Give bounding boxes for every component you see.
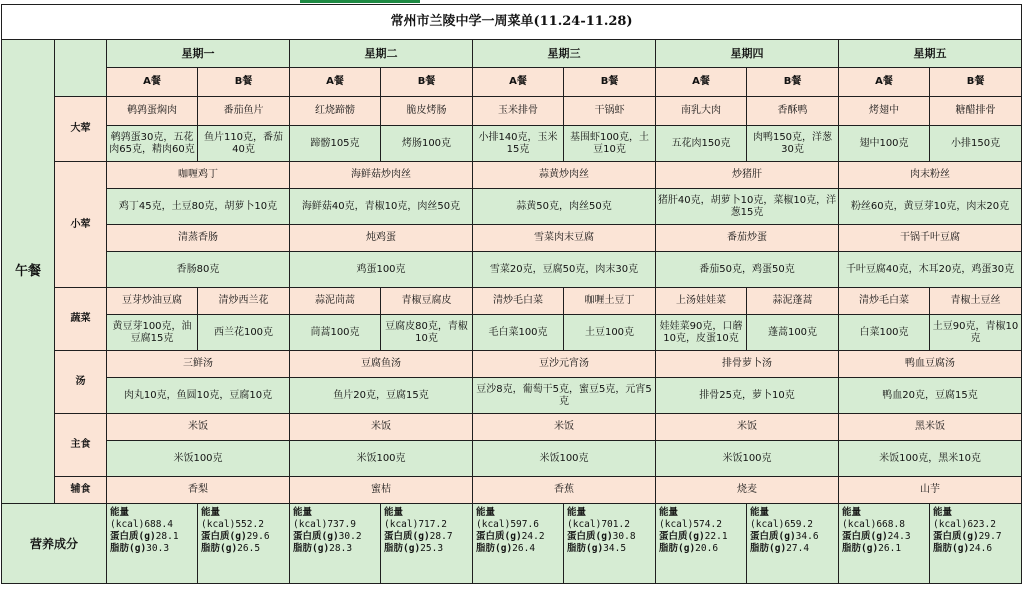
main-meat-dish: 糖醋排骨: [930, 97, 1022, 126]
main-meat-dish: 脆皮烤肠: [381, 97, 473, 126]
fat-label: 脂肪(g): [384, 543, 421, 554]
side-meat-ingredients: 海鲜菇40克，青椒10克，肉丝50克: [290, 189, 473, 225]
fat-value: 20.6: [695, 543, 719, 554]
energy-unit: (kcal): [567, 519, 602, 530]
side-meat-ingredients: 千叶豆腐40克，木耳20克，鸡蛋30克: [839, 252, 1022, 288]
staple-ingredients: 米饭100克: [107, 441, 290, 477]
fat-value: 27.4: [786, 543, 810, 554]
day-header-1: 星期一: [107, 40, 290, 68]
vegetable-dish: 清炒毛白菜: [473, 288, 564, 315]
vegetable-ingredients: 土豆100克: [564, 315, 656, 351]
energy-unit: (kcal): [110, 519, 145, 530]
staple-ingredients: 米饭100克: [290, 441, 473, 477]
protein-value: 30.2: [338, 531, 362, 542]
energy-value: 597.6: [510, 519, 539, 530]
vegetable-ingredients: 土豆90克，青椒10克: [930, 315, 1022, 351]
side-meat-ingredients: 雪菜20克，豆腐50克，肉末30克: [473, 252, 656, 288]
energy-label: 能量: [659, 507, 679, 518]
vegetable-dish: 青椒土豆丝: [930, 288, 1022, 315]
energy-label: 能量: [384, 507, 404, 518]
meal-a-header: A餐: [656, 68, 747, 97]
vegetable-ingredients: 毛白菜100克: [473, 315, 564, 351]
protein-value: 24.2: [521, 531, 545, 542]
protein-label: 蛋白质(g): [659, 531, 705, 542]
energy-value: 688.4: [144, 519, 173, 530]
protein-label: 蛋白质(g): [842, 531, 888, 542]
protein-label: 蛋白质(g): [201, 531, 247, 542]
nutrition-cell: [656, 504, 747, 584]
side-meat-ingredients: 香肠80克: [107, 252, 290, 288]
category-soup: 汤: [55, 351, 107, 414]
protein-label: 蛋白质(g): [933, 531, 979, 542]
soup-dish: 豆腐鱼汤: [290, 351, 473, 378]
staple-dish: 米饭: [290, 414, 473, 441]
side-meat-dish: 炒猪肝: [656, 162, 839, 189]
staple-ingredients: 米饭100克: [473, 441, 656, 477]
meal-a-header: A餐: [290, 68, 381, 97]
meal-b-header: B餐: [564, 68, 656, 97]
side-meat-dish: 海鲜菇炒肉丝: [290, 162, 473, 189]
main-meat-ingredients: 基围虾100克，土豆10克: [564, 126, 656, 162]
energy-value: 552.2: [235, 519, 264, 530]
soup-dish: 三鲜汤: [107, 351, 290, 378]
side-meat-ingredients: 猪肝40克，胡萝卜10克，菜椒10克，洋葱15克: [656, 189, 839, 225]
nutrition-cell: [381, 504, 473, 584]
meal-b-header: B餐: [381, 68, 473, 97]
energy-unit: (kcal): [384, 519, 419, 530]
main-meat-ingredients: 蹄髈105克: [290, 126, 381, 162]
fat-value: 28.3: [329, 543, 353, 554]
energy-value: 717.2: [418, 519, 447, 530]
vegetable-dish: 青椒豆腐皮: [381, 288, 473, 315]
category-snack: 辅食: [55, 477, 107, 504]
side-meat-ingredients: 蒜黄50克，肉丝50克: [473, 189, 656, 225]
vegetable-ingredients: 娃娃菜90克，口蘑10克，皮蛋10克: [656, 315, 747, 351]
soup-ingredients: 鱼片20克，豆腐15克: [290, 378, 473, 414]
protein-label: 蛋白质(g): [476, 531, 522, 542]
side-meat-dish: 清蒸香肠: [107, 225, 290, 252]
energy-label: 能量: [476, 507, 496, 518]
main-meat-dish: 南乳大肉: [656, 97, 747, 126]
staple-dish: 黑米饭: [839, 414, 1022, 441]
fat-label: 脂肪(g): [201, 543, 238, 554]
energy-label: 能量: [567, 507, 587, 518]
lunch-label: 午餐: [2, 40, 55, 504]
fat-label: 脂肪(g): [750, 543, 787, 554]
fat-label: 脂肪(g): [933, 543, 970, 554]
energy-unit: (kcal): [201, 519, 236, 530]
nutrition-cell: [564, 504, 656, 584]
main-meat-dish: 玉米排骨: [473, 97, 564, 126]
fat-value: 26.1: [878, 543, 902, 554]
main-meat-dish: 鹌鹑蛋焖肉: [107, 97, 198, 126]
protein-label: 蛋白质(g): [293, 531, 339, 542]
vegetable-dish: 清炒毛白菜: [839, 288, 930, 315]
main-meat-ingredients: 小排140克，玉米15克: [473, 126, 564, 162]
protein-label: 蛋白质(g): [750, 531, 796, 542]
fat-label: 脂肪(g): [842, 543, 879, 554]
energy-value: 574.2: [693, 519, 722, 530]
vegetable-ingredients: 蓬蒿100克: [747, 315, 839, 351]
protein-value: 28.7: [429, 531, 453, 542]
energy-unit: (kcal): [750, 519, 785, 530]
fat-label: 脂肪(g): [567, 543, 604, 554]
main-meat-dish: 香酥鸭: [747, 97, 839, 126]
soup-dish: 豆沙元宵汤: [473, 351, 656, 378]
meal-a-header: A餐: [473, 68, 564, 97]
meal-a-header: A餐: [107, 68, 198, 97]
energy-unit: (kcal): [476, 519, 511, 530]
soup-ingredients: 豆沙8克，葡萄干5克，蜜豆5克，元宵5克: [473, 378, 656, 414]
side-meat-dish: 蒜黄炒肉丝: [473, 162, 656, 189]
day-header-4: 星期四: [656, 40, 839, 68]
nutrition-cell: [747, 504, 839, 584]
soup-ingredients: 鸭血20克，豆腐15克: [839, 378, 1022, 414]
vegetable-ingredients: 白菜100克: [839, 315, 930, 351]
energy-value: 737.9: [327, 519, 356, 530]
vegetable-dish: 蒜泥蓬蒿: [747, 288, 839, 315]
energy-value: 623.2: [967, 519, 996, 530]
fat-label: 脂肪(g): [476, 543, 513, 554]
energy-label: 能量: [933, 507, 953, 518]
side-meat-dish: 干锅千叶豆腐: [839, 225, 1022, 252]
energy-unit: (kcal): [659, 519, 694, 530]
nutrition-cell: [198, 504, 290, 584]
vegetable-dish: 蒜泥茼蒿: [290, 288, 381, 315]
protein-value: 30.8: [612, 531, 636, 542]
soup-ingredients: 肉丸10克，鱼圆10克，豆腐10克: [107, 378, 290, 414]
day-header-2: 星期二: [290, 40, 473, 68]
energy-value: 701.2: [601, 519, 630, 530]
vegetable-ingredients: 西兰花100克: [198, 315, 290, 351]
side-meat-dish: 番茄炒蛋: [656, 225, 839, 252]
soup-dish: 鸭血豆腐汤: [839, 351, 1022, 378]
energy-label: 能量: [110, 507, 130, 518]
protein-value: 29.7: [978, 531, 1002, 542]
side-meat-dish: 肉末粉丝: [839, 162, 1022, 189]
fat-label: 脂肪(g): [659, 543, 696, 554]
nutrition-cell: [107, 504, 198, 584]
main-meat-ingredients: 烤肠100克: [381, 126, 473, 162]
staple-ingredients: 米饭100克，黑米10克: [839, 441, 1022, 477]
vegetable-dish: 清炒西兰花: [198, 288, 290, 315]
side-meat-dish: 炖鸡蛋: [290, 225, 473, 252]
side-meat-dish: 雪菜肉末豆腐: [473, 225, 656, 252]
staple-dish: 米饭: [107, 414, 290, 441]
main-meat-ingredients: 小排150克: [930, 126, 1022, 162]
snack-item: 烧麦: [656, 477, 839, 504]
main-meat-ingredients: 翅中100克: [839, 126, 930, 162]
nutrition-cell: [839, 504, 930, 584]
vegetable-dish: 咖喱土豆丁: [564, 288, 656, 315]
energy-unit: (kcal): [933, 519, 968, 530]
energy-label: 能量: [842, 507, 862, 518]
soup-dish: 排骨萝卜汤: [656, 351, 839, 378]
snack-item: 山芋: [839, 477, 1022, 504]
page-title: 常州市兰陵中学一周菜单(11.24-11.28): [2, 5, 1022, 40]
snack-item: 香梨: [107, 477, 290, 504]
side-meat-ingredients: 番茄50克，鸡蛋50克: [656, 252, 839, 288]
meal-b-header: B餐: [747, 68, 839, 97]
fat-value: 25.3: [420, 543, 444, 554]
main-meat-dish: 烤翅中: [839, 97, 930, 126]
protein-value: 34.6: [795, 531, 819, 542]
meal-a-header: A餐: [839, 68, 930, 97]
selected-cell-indicator: [300, 0, 420, 3]
protein-value: 28.1: [155, 531, 179, 542]
main-meat-dish: 红烧蹄髈: [290, 97, 381, 126]
meal-b-header: B餐: [930, 68, 1022, 97]
main-meat-ingredients: 肉鸭150克，洋葱30克: [747, 126, 839, 162]
snack-item: 蜜桔: [290, 477, 473, 504]
energy-unit: (kcal): [293, 519, 328, 530]
energy-value: 668.8: [876, 519, 905, 530]
fat-value: 34.5: [603, 543, 627, 554]
protein-label: 蛋白质(g): [384, 531, 430, 542]
nutrition-label: 营养成分: [2, 504, 107, 584]
side-meat-ingredients: 鸡蛋100克: [290, 252, 473, 288]
header-corner: [55, 40, 107, 97]
protein-label: 蛋白质(g): [567, 531, 613, 542]
category-vegetable: 蔬菜: [55, 288, 107, 351]
side-meat-ingredients: 鸡丁45克，土豆80克，胡萝卜10克: [107, 189, 290, 225]
fat-value: 26.4: [512, 543, 536, 554]
vegetable-ingredients: 茼蒿100克: [290, 315, 381, 351]
protein-value: 29.6: [246, 531, 270, 542]
energy-label: 能量: [201, 507, 221, 518]
fat-label: 脂肪(g): [293, 543, 330, 554]
main-meat-dish: 番茄鱼片: [198, 97, 290, 126]
staple-ingredients: 米饭100克: [656, 441, 839, 477]
fat-value: 24.6: [969, 543, 993, 554]
day-header-5: 星期五: [839, 40, 1022, 68]
energy-label: 能量: [750, 507, 770, 518]
snack-item: 香蕉: [473, 477, 656, 504]
category-side-meat: 小荤: [55, 162, 107, 288]
staple-dish: 米饭: [473, 414, 656, 441]
staple-dish: 米饭: [656, 414, 839, 441]
weekly-menu-table: [1, 4, 1022, 584]
vegetable-dish: 上汤娃娃菜: [656, 288, 747, 315]
protein-value: 22.1: [704, 531, 728, 542]
energy-unit: (kcal): [842, 519, 877, 530]
vegetable-ingredients: 黄豆芽100克，油豆腐15克: [107, 315, 198, 351]
soup-ingredients: 排骨25克，萝卜10克: [656, 378, 839, 414]
main-meat-ingredients: 鱼片110克，番茄40克: [198, 126, 290, 162]
main-meat-ingredients: 鹌鹑蛋30克，五花肉65克，精肉60克: [107, 126, 198, 162]
protein-value: 24.3: [887, 531, 911, 542]
nutrition-cell: [930, 504, 1022, 584]
nutrition-cell: [290, 504, 381, 584]
vegetable-dish: 豆芽炒油豆腐: [107, 288, 198, 315]
main-meat-dish: 干锅虾: [564, 97, 656, 126]
day-header-3: 星期三: [473, 40, 656, 68]
fat-value: 30.3: [146, 543, 170, 554]
fat-value: 26.5: [237, 543, 261, 554]
vegetable-ingredients: 豆腐皮80克，青椒10克: [381, 315, 473, 351]
fat-label: 脂肪(g): [110, 543, 147, 554]
category-main-meat: 大荤: [55, 97, 107, 162]
nutrition-cell: [473, 504, 564, 584]
main-meat-ingredients: 五花肉150克: [656, 126, 747, 162]
side-meat-dish: 咖喱鸡丁: [107, 162, 290, 189]
energy-value: 659.2: [784, 519, 813, 530]
energy-label: 能量: [293, 507, 313, 518]
category-staple: 主食: [55, 414, 107, 477]
side-meat-ingredients: 粉丝60克，黄豆芽10克，肉末20克: [839, 189, 1022, 225]
meal-b-header: B餐: [198, 68, 290, 97]
protein-label: 蛋白质(g): [110, 531, 156, 542]
